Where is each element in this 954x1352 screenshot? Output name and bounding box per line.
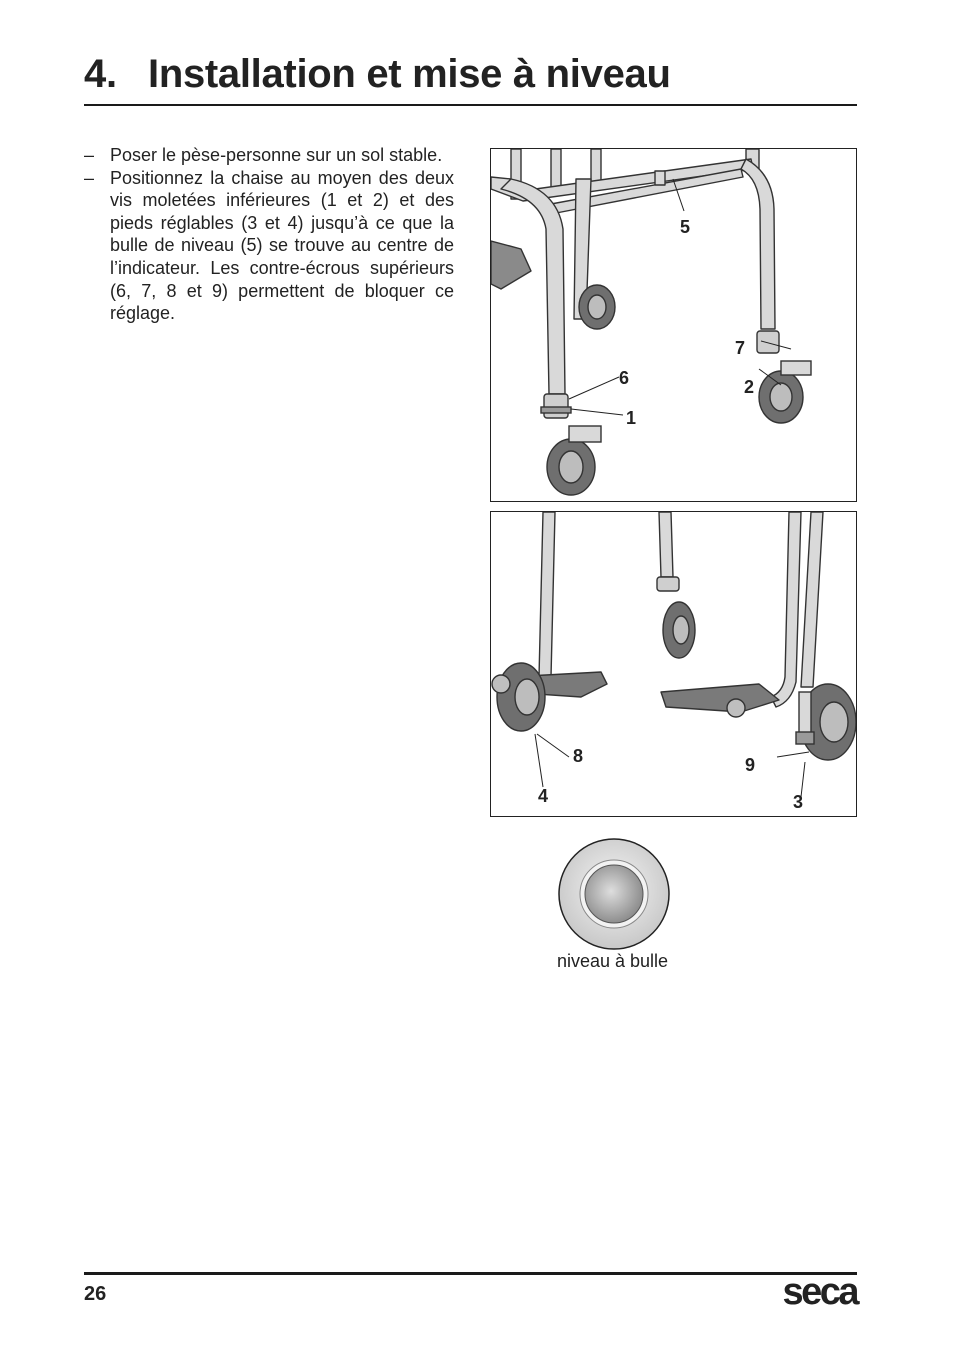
footrest-illustration <box>490 511 857 817</box>
callout-4: 4 <box>538 786 549 806</box>
footer-rule <box>84 1272 857 1275</box>
callout-8: 8 <box>573 746 584 766</box>
chair-frame-illustration <box>490 148 857 502</box>
instruction-item <box>84 167 454 325</box>
callout-1: 1 <box>626 408 637 428</box>
instruction-list <box>84 144 454 325</box>
section-number: 4. <box>84 52 117 96</box>
list-dash: – <box>84 167 95 188</box>
instruction-text: Poser le pèse-personne sur un sol stable. <box>110 145 443 165</box>
callout-9: 9 <box>745 755 756 775</box>
seca-logo: seca <box>782 1271 857 1313</box>
footrest-drawing <box>491 512 856 816</box>
section-title: Installation et mise à niveau <box>148 52 671 96</box>
callout-2: 2 <box>744 377 755 397</box>
page-number: 26 <box>84 1283 107 1305</box>
callout-3: 3 <box>793 792 804 812</box>
page-title <box>84 52 671 97</box>
chair-frame-drawing <box>491 149 856 501</box>
title-underline <box>84 104 857 106</box>
instruction-text: Positionnez la chaise au moyen des deux vis moletées inférieures (1 et 2) et des pieds réglables (3 et 4) jusqu’à ce que la bulle de niveau (5) se trouve au centre de l’indicateur. Les contre-écrous supérieurs (6, 7, 8 et 9) permettent de bloquer ce réglage. <box>110 167 454 324</box>
instruction-item <box>84 144 454 167</box>
list-dash: – <box>84 145 95 165</box>
callout-5: 5 <box>680 217 691 237</box>
callout-7: 7 <box>735 338 746 358</box>
bubble-level-icon <box>557 837 672 952</box>
bubble-level-illustration <box>557 837 672 957</box>
callout-6: 6 <box>619 368 630 388</box>
bubble-level-caption: niveau à bulle <box>556 951 669 971</box>
